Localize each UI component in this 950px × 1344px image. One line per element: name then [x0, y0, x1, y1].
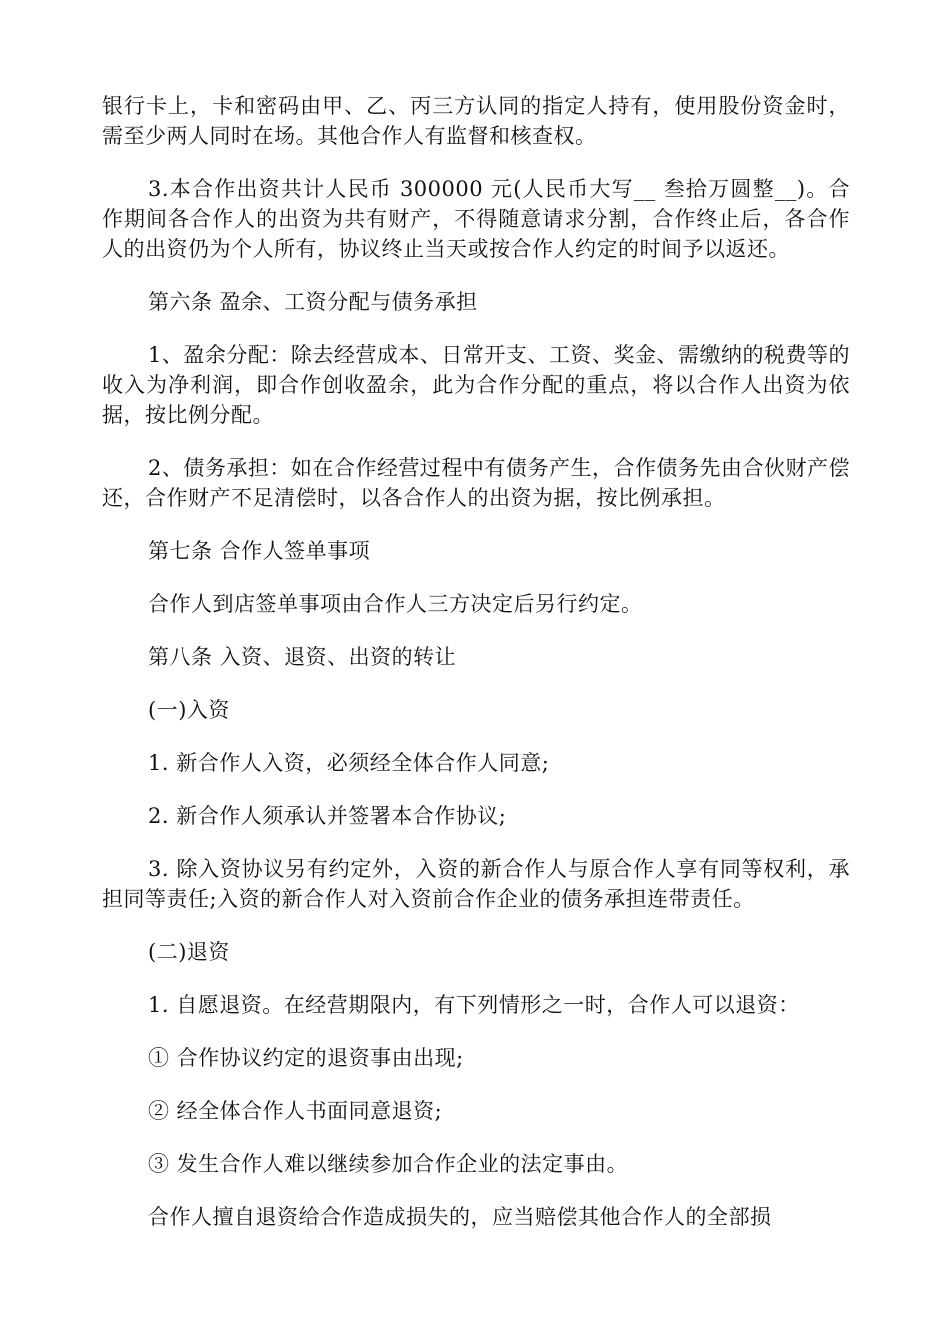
list-item-entry-3: 3. 除入资协议另有约定外，入资的新合作人与原合作人享有同等权利，承担同等责任;入资的新合作人对入资前合作企业的债务承担连带责任。 — [102, 857, 850, 911]
paragraph-unauthorized-withdrawal: 合作人擅自退资给合作造成损失的，应当赔偿其他合作人的全部损 — [148, 1205, 772, 1229]
subheading-capital-entry: (一)入资 — [148, 698, 230, 722]
list-item-circle-2: ② 经全体合作人书面同意退资; — [148, 1099, 443, 1123]
document-page — [102, 91, 850, 1255]
list-item-circle-1: ① 合作协议约定的退资事由出现; — [148, 1046, 464, 1070]
paragraph-surplus-distribution: 1、盈余分配：除去经营成本、日常开支、工资、奖金、需缴纳的税费等的收入为净利润，即合作创收盈余，此为合作分配的重点，将以合作人出资为依据，按比例分配。 — [102, 343, 850, 427]
subheading-capital-withdrawal: (二)退资 — [148, 940, 230, 964]
list-item-withdrawal-1: 1. 自愿退资。在经营期限内，有下列情形之一时，合作人可以退资： — [148, 993, 800, 1017]
paragraph-capital-total: 3.本合作出资共计人民币 300000 元(人民币大写__ 叁拾万圆整__)。合作期间各合作人的出资为共有财产，不得随意请求分割，合作终止后，各合作人的出资仍为个人所有，协议终止当天或按合作人约定的时间予以返还。 — [102, 177, 850, 261]
section-heading-article-7: 第七条 合作人签单事项 — [148, 539, 371, 563]
section-heading-article-6: 第六条 盈余、工资分配与债务承担 — [148, 290, 478, 314]
list-item-entry-2: 2. 新合作人须承认并签署本合作协议; — [148, 804, 507, 828]
section-heading-article-8: 第八条 入资、退资、出资的转让 — [148, 645, 457, 669]
paragraph-debt-bearing: 2、债务承担：如在合作经营过程中有债务产生，合作债务先由合伙财产偿还，合作财产不足清偿时，以各合作人的出资为据，按比例承担。 — [102, 456, 850, 510]
paragraph-signing-matters: 合作人到店签单事项由合作人三方决定后另行约定。 — [148, 592, 643, 616]
list-item-entry-1: 1. 新合作人入资，必须经全体合作人同意; — [148, 751, 550, 775]
list-item-circle-3: ③ 发生合作人难以继续参加合作企业的法定事由。 — [148, 1152, 629, 1176]
paragraph-bank-card: 银行卡上，卡和密码由甲、乙、丙三方认同的指定人持有，使用股份资金时，需至少两人同时在场。其他合作人有监督和核查权。 — [102, 94, 850, 148]
